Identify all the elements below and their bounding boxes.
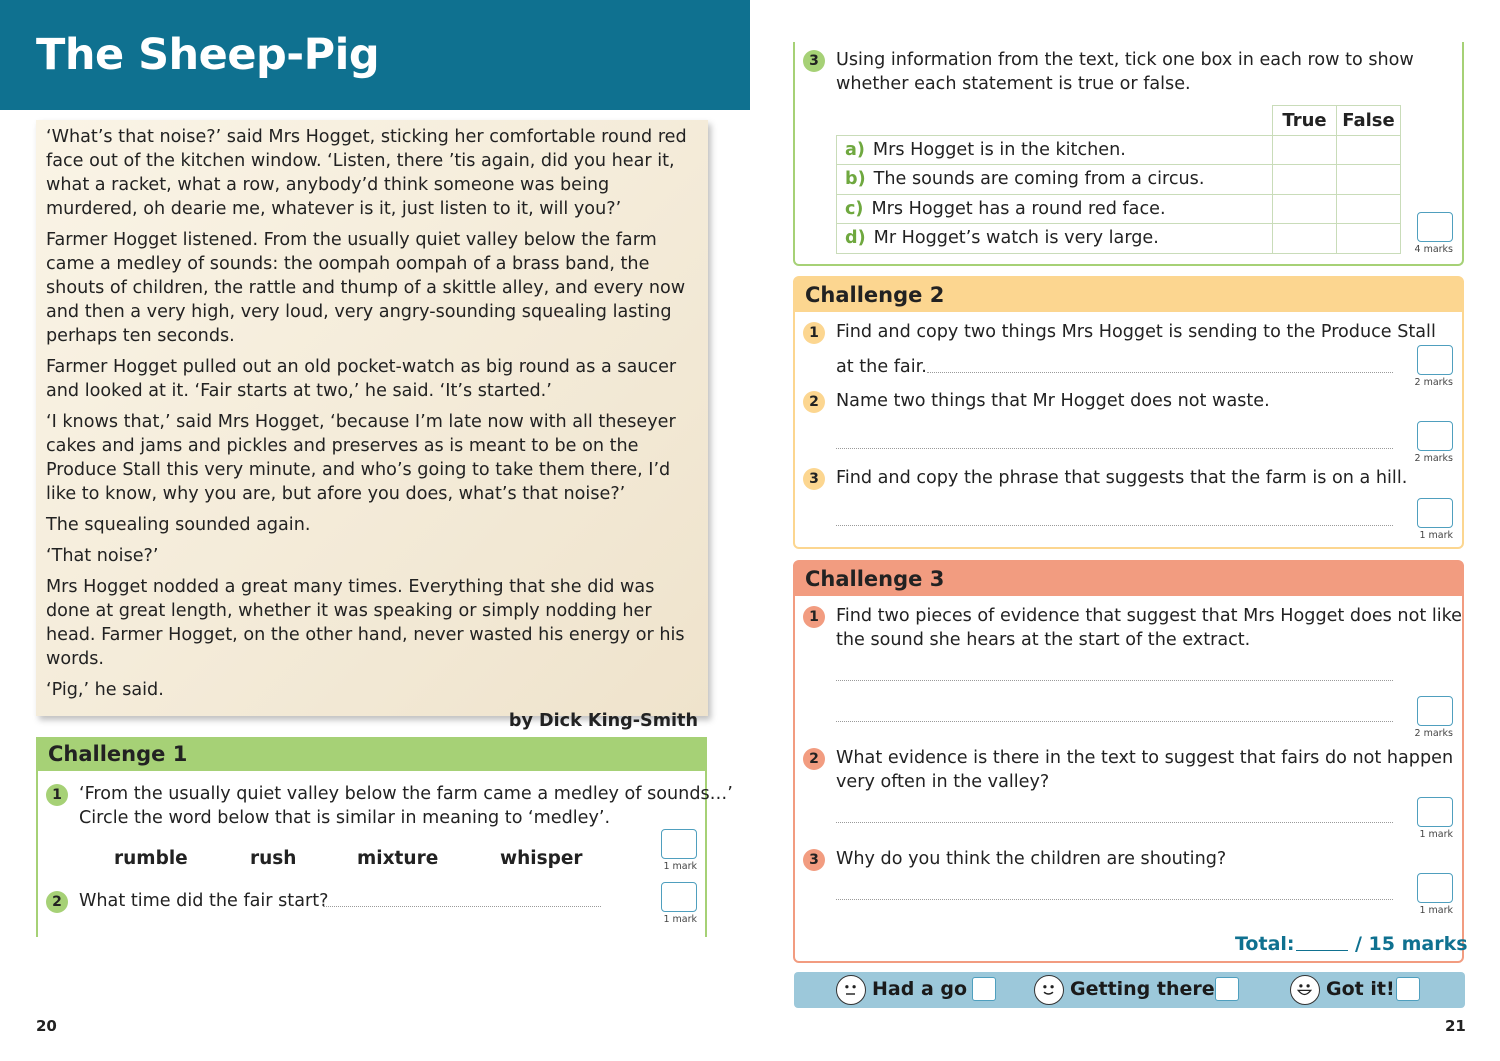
mark-box[interactable] [661,829,697,859]
reading-passage [36,120,708,731]
had-a-go-checkbox[interactable] [972,977,996,1001]
answer-line[interactable] [836,721,1393,722]
question-number: 3 [803,849,825,871]
column-false: False [1337,106,1401,136]
getting-there-label: Getting there [1070,978,1215,1000]
question-text: What evidence is there in the text to suggest that fairs do not happen [836,748,1454,768]
question-text: the sound she hears at the start of the extract. [836,630,1251,650]
question-number: 1 [803,606,825,628]
smile-face-icon [1034,975,1064,1005]
self-assessment-bar [794,972,1465,1008]
passage-paragraph: ‘That noise?’ [46,546,159,566]
question-text: Find and copy two things Mrs Hogget is sending to the Produce Stall [836,322,1436,342]
passage-paragraph: Farmer Hogget listened. From the usually quiet valley below the farm came a medley of sounds: the oompah oompah of a brass band, the shouts of children, the rattle and thump of a skittle alley, and every now and then a very high, very loud, very angry-sounding squealing lasting perhaps ten seconds. [46,230,686,346]
passage-paragraph: ‘Pig,’ he said. [46,680,164,700]
tick-false[interactable] [1337,165,1401,195]
question-text: whether each statement is true or false. [836,74,1191,94]
question-number: 2 [803,391,825,413]
answer-line[interactable] [836,680,1393,681]
word-option-rush[interactable]: rush [250,848,297,869]
word-option-rumble[interactable]: rumble [114,848,188,869]
mark-label: 2 marks [1414,728,1453,739]
page-number-left: 20 [36,1017,57,1035]
answer-line[interactable] [836,899,1393,900]
page-number-right: 21 [1445,1017,1466,1035]
mark-label: 1 mark [1419,829,1453,840]
getting-there-checkbox[interactable] [1215,977,1239,1001]
answer-line[interactable] [836,448,1393,449]
question-number: 2 [803,748,825,770]
mark-box[interactable] [1417,696,1453,726]
table-row: a) Mrs Hogget is in the kitchen. [837,135,1401,165]
question-text: What time did the fair start? [79,891,329,911]
passage-byline: by Dick King-Smith [508,711,698,731]
question-text: Name two things that Mr Hogget does not waste. [836,391,1270,411]
mark-label: 4 marks [1414,244,1453,255]
mark-box[interactable] [1417,421,1453,451]
passage-paragraph: Farmer Hogget pulled out an old pocket-watch as big round as a saucer and looked at it. ‘Fair starts at two,’ he said. ‘It’s started.’ [46,357,677,401]
question-text: Why do you think the children are shouting? [836,849,1227,869]
answer-line[interactable] [836,822,1393,823]
question-number: 1 [46,784,68,806]
mark-label: 2 marks [1414,453,1453,464]
tick-true[interactable] [1273,135,1337,165]
answer-line[interactable] [927,372,1393,373]
question-number: 3 [803,468,825,490]
neutral-face-icon [836,975,866,1005]
tick-false[interactable] [1337,224,1401,254]
challenge-1-title: Challenge 1 [38,737,705,771]
column-true: True [1273,106,1337,136]
table-row: d) Mr Hogget’s watch is very large. [837,224,1401,254]
tick-false[interactable] [1337,135,1401,165]
question-text: ‘From the usually quiet valley below the farm came a medley of sounds…’ [79,784,733,804]
answer-line[interactable] [836,525,1393,526]
passage-paragraph: The squealing sounded again. [46,515,311,535]
total-marks: / 15 marks [1355,933,1468,955]
passage-paragraph: ‘What’s that noise?’ said Mrs Hogget, sticking her comfortable round red face out of the kitchen window. ‘Listen, there ’tis again, did you hear it, what a racket, what a row, anybody’d think someone was being murdered, oh dearie me, whatever is it, just listen to it, will you?’ [46,127,687,219]
mark-box[interactable] [661,882,697,912]
true-false-table [836,105,1401,254]
mark-box[interactable] [1417,797,1453,827]
question-number: 3 [803,50,825,72]
tick-true[interactable] [1273,165,1337,195]
tick-false[interactable] [1337,194,1401,224]
question-text: Circle the word below that is similar in meaning to ‘medley’. [79,808,611,828]
passage-paragraph: Mrs Hogget nodded a great many times. Everything that she did was done at great length, whether it was speaking or simply nodding her head. Farmer Hogget, on the other hand, never wasted his energy or his words. [46,577,685,669]
tick-true[interactable] [1273,194,1337,224]
question-text: Find and copy the phrase that suggests that the farm is on a hill. [836,468,1408,488]
total-label: Total: [1235,933,1295,955]
question-text: Using information from the text, tick one box in each row to show [836,50,1414,70]
mark-box[interactable] [1417,498,1453,528]
challenge-2-title: Challenge 2 [795,278,1462,312]
had-a-go-label: Had a go [872,978,968,1000]
got-it-checkbox[interactable] [1396,977,1420,1001]
answer-line[interactable] [323,906,601,907]
question-text: Find two pieces of evidence that suggest that Mrs Hogget does not like [836,606,1463,626]
mark-box[interactable] [1417,345,1453,375]
grin-face-icon [1290,975,1320,1005]
mark-label: 1 mark [663,914,697,925]
total-answer-line[interactable] [1296,950,1348,951]
tick-true[interactable] [1273,224,1337,254]
word-option-mixture[interactable]: mixture [357,848,439,869]
mark-label: 2 marks [1414,377,1453,388]
mark-label: 1 mark [1419,905,1453,916]
mark-box[interactable] [1417,873,1453,903]
got-it-label: Got it! [1326,978,1395,1000]
mark-label: 1 mark [1419,530,1453,541]
word-option-whisper[interactable]: whisper [500,848,583,869]
challenge-3-title: Challenge 3 [795,562,1462,596]
mark-box[interactable] [1417,212,1453,242]
question-text: very often in the valley? [836,772,1050,792]
table-row: c) Mrs Hogget has a round red face. [837,194,1401,224]
page-title: The Sheep-Pig [36,30,380,80]
mark-label: 1 mark [663,861,697,872]
question-text: at the fair. [836,357,927,377]
question-number: 2 [46,891,68,913]
passage-paragraph: ‘I knows that,’ said Mrs Hogget, ‘because I’m late now with all theseyer cakes and jams and pickles and preserves as is meant to be on the Produce Stall this very minute, and who’s going to take them there, I’d like to know, why you are, but afore you does, what’s that noise?’ [46,412,676,504]
question-number: 1 [803,322,825,344]
table-row: b) The sounds are coming from a circus. [837,165,1401,195]
